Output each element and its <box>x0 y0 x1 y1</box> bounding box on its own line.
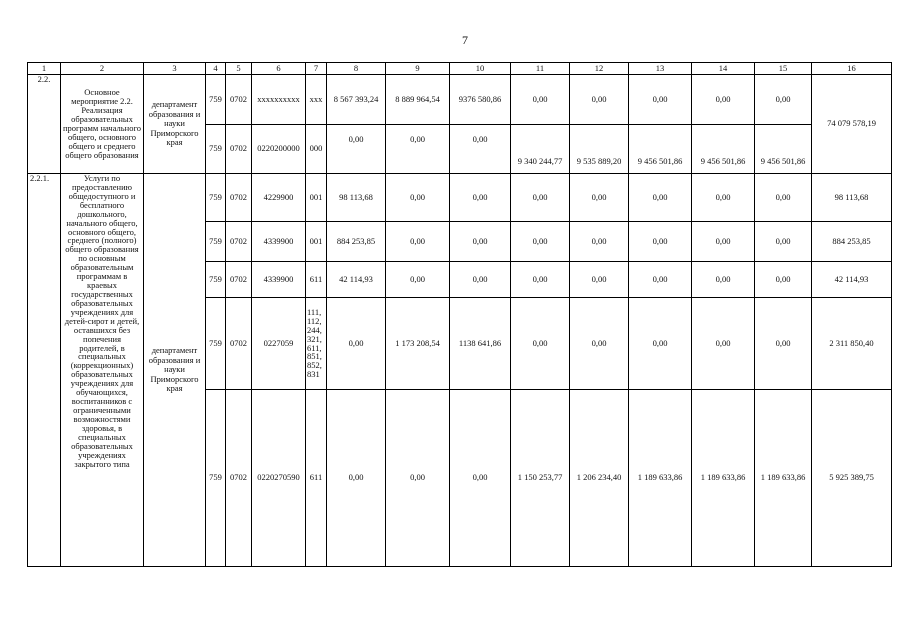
table-cell: 42 114,93 <box>327 262 386 298</box>
section-title: Услуги по предоставлению общедоступного и бесплатного дошкольного, начального общего, основного общего, среднего (полного) общего образования по основным образовательным программам в краевых государственных образовательных учреждениях для детей-сирот и детей, оставшихся без попечения родителей, в специальных (коррекционных) образовательных учреждениях для обучающихся, воспитанников с ограниченными возможностями здоровья, в специальных образовательных учреждениях закрытого типа <box>61 174 144 567</box>
table-cell: 0,00 <box>692 262 755 298</box>
table-cell: 0,00 <box>629 174 692 222</box>
table-cell: 0220200000 <box>252 125 306 174</box>
column-header: 3 <box>144 63 206 75</box>
table-cell: 9 456 501,86 <box>755 125 812 174</box>
table-cell: 000 <box>306 125 327 174</box>
column-header: 15 <box>755 63 812 75</box>
table-cell: 0,00 <box>327 125 386 174</box>
table-cell: 884 253,85 <box>812 222 892 262</box>
column-header: 4 <box>206 63 226 75</box>
table-cell: 42 114,93 <box>812 262 892 298</box>
header-row <box>28 63 892 75</box>
table-cell: xxx <box>306 75 327 125</box>
column-header: 7 <box>306 63 327 75</box>
column-header: 16 <box>812 63 892 75</box>
table-cell: 759 <box>206 390 226 567</box>
table-cell: 611 <box>306 262 327 298</box>
table-cell: 0,00 <box>755 262 812 298</box>
table-cell: 0,00 <box>755 75 812 125</box>
column-header: 11 <box>511 63 570 75</box>
table-cell: 1 206 234,40 <box>570 390 629 567</box>
table-cell: 0,00 <box>386 222 450 262</box>
section-code: 2.2. <box>28 75 61 174</box>
section-title: Основное мероприятие 2.2. Реализация образовательных программ начального общего, основного общего и среднего общего образования <box>61 75 144 174</box>
table-cell: 2 311 850,40 <box>812 298 892 390</box>
table-cell: 0,00 <box>570 222 629 262</box>
table-cell: 0,00 <box>450 174 511 222</box>
table-cell: 0,00 <box>629 262 692 298</box>
table-cell: 8 889 964,54 <box>386 75 450 125</box>
table-cell: 0,00 <box>511 174 570 222</box>
column-header: 6 <box>252 63 306 75</box>
table-cell: 884 253,85 <box>327 222 386 262</box>
table-cell: 1138 641,86 <box>450 298 511 390</box>
table-cell: 0,00 <box>386 262 450 298</box>
table-cell: 0,00 <box>629 222 692 262</box>
table-cell: 0,00 <box>692 75 755 125</box>
table-cell: 0,00 <box>570 298 629 390</box>
column-header: 1 <box>28 63 61 75</box>
table-cell: 0,00 <box>511 262 570 298</box>
table-cell: 4339900 <box>252 222 306 262</box>
table-cell: 0,00 <box>570 75 629 125</box>
table-cell: 9 456 501,86 <box>629 125 692 174</box>
table-cell: 0,00 <box>511 298 570 390</box>
table-cell: 0,00 <box>327 390 386 567</box>
column-header: 13 <box>629 63 692 75</box>
column-header: 8 <box>327 63 386 75</box>
table-cell: 4339900 <box>252 262 306 298</box>
table-cell: 0,00 <box>755 298 812 390</box>
table-cell: 0220270590 <box>252 390 306 567</box>
table-cell: 0,00 <box>692 298 755 390</box>
table-cell: 0,00 <box>755 174 812 222</box>
total-cell: 74 079 578,19 <box>812 75 892 174</box>
table-cell: 98 113,68 <box>812 174 892 222</box>
table-cell: 0702 <box>226 125 252 174</box>
table-cell: 0,00 <box>570 174 629 222</box>
table-cell: 0,00 <box>327 298 386 390</box>
budget-table <box>27 62 892 567</box>
table-cell: 1 173 208,54 <box>386 298 450 390</box>
column-header: 10 <box>450 63 511 75</box>
section-code: 2.2.1. <box>28 174 61 567</box>
table-cell: 0702 <box>226 262 252 298</box>
table-cell: 0,00 <box>692 174 755 222</box>
page-number: 7 <box>462 33 468 47</box>
table-cell: xxxxxxxxxx <box>252 75 306 125</box>
table-cell: 0,00 <box>755 222 812 262</box>
table-cell: 759 <box>206 75 226 125</box>
table-cell: 0,00 <box>629 75 692 125</box>
table-cell: 0702 <box>226 298 252 390</box>
table-cell: 0,00 <box>450 390 511 567</box>
department-cell: департамент образования и науки Приморского края <box>144 75 206 174</box>
department-cell: департамент образования и науки Приморского края <box>144 174 206 567</box>
table-cell: 0,00 <box>386 390 450 567</box>
table-cell: 759 <box>206 222 226 262</box>
table-row <box>28 174 892 222</box>
table-cell: 0,00 <box>629 298 692 390</box>
table-cell: 759 <box>206 174 226 222</box>
table-cell: 0702 <box>226 174 252 222</box>
table-cell: 0,00 <box>386 174 450 222</box>
table-cell: 759 <box>206 125 226 174</box>
column-header: 9 <box>386 63 450 75</box>
table-cell: 0,00 <box>511 75 570 125</box>
table-cell: 759 <box>206 262 226 298</box>
table-cell: 9 340 244,77 <box>511 125 570 174</box>
table-cell: 111, 112, 244, 321, 611, 851, 852, 831 <box>306 298 327 390</box>
table-cell: 611 <box>306 390 327 567</box>
table-cell: 9 535 889,20 <box>570 125 629 174</box>
column-header: 5 <box>226 63 252 75</box>
table-cell: 0227059 <box>252 298 306 390</box>
table-cell: 1 189 633,86 <box>629 390 692 567</box>
table-cell: 8 567 393,24 <box>327 75 386 125</box>
table-cell: 98 113,68 <box>327 174 386 222</box>
table-cell: 759 <box>206 298 226 390</box>
column-header: 12 <box>570 63 629 75</box>
table-cell: 0,00 <box>450 222 511 262</box>
table-cell: 4229900 <box>252 174 306 222</box>
table-cell: 0,00 <box>511 222 570 262</box>
table-cell: 0702 <box>226 390 252 567</box>
table-cell: 001 <box>306 174 327 222</box>
table-cell: 0702 <box>226 222 252 262</box>
table-cell: 9376 580,86 <box>450 75 511 125</box>
table-cell: 9 456 501,86 <box>692 125 755 174</box>
table-cell: 0702 <box>226 75 252 125</box>
table-cell: 0,00 <box>450 125 511 174</box>
table-cell: 0,00 <box>386 125 450 174</box>
table-cell: 0,00 <box>570 262 629 298</box>
table-cell: 1 189 633,86 <box>755 390 812 567</box>
table-row <box>28 75 892 125</box>
column-header: 14 <box>692 63 755 75</box>
table-cell: 001 <box>306 222 327 262</box>
table-cell: 1 150 253,77 <box>511 390 570 567</box>
table-cell: 1 189 633,86 <box>692 390 755 567</box>
table-cell: 5 925 389,75 <box>812 390 892 567</box>
table-cell: 0,00 <box>450 262 511 298</box>
table-cell: 0,00 <box>692 222 755 262</box>
column-header: 2 <box>61 63 144 75</box>
